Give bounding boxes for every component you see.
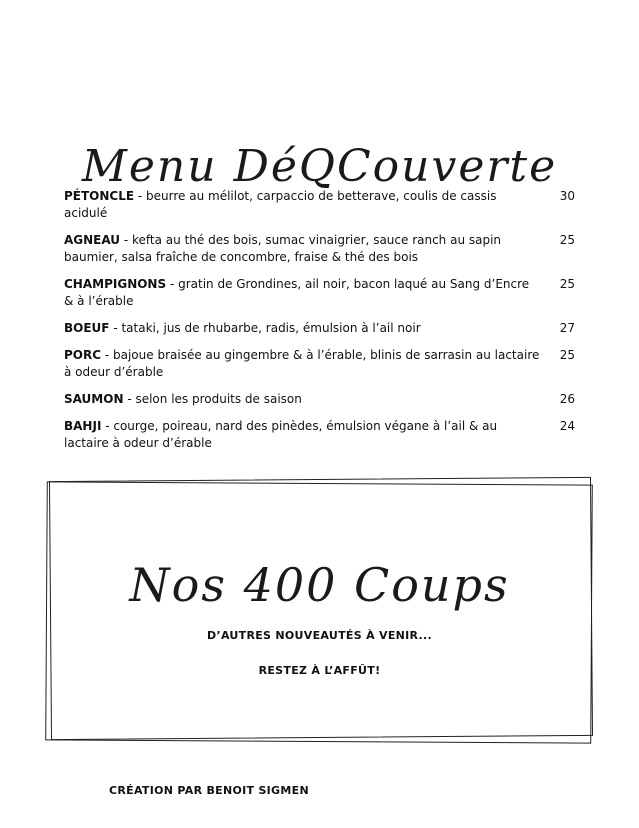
menu-list: [64, 188, 580, 462]
menu-item-porc: [64, 347, 580, 381]
menu-item-champignons: [64, 276, 580, 310]
menu-item-text: [64, 276, 542, 310]
menu-item-boeuf: [64, 320, 580, 337]
dish-name: PORC: [64, 348, 102, 362]
menu-item-saumon: [64, 391, 580, 408]
coming-soon-text: D’AUTRES NOUVEAUTÉS À VENIR...: [207, 629, 432, 642]
dish-description: - kefta au thé des bois, sumac vinaigrier, sauce ranch au sapin baumier, salsa fraîche de concombre, fraise & thé des bois: [64, 233, 502, 264]
dish-price: 25: [559, 277, 575, 291]
dish-description: - tataki, jus de rhubarbe, radis, émulsion à l’ail noir: [109, 321, 421, 335]
menu-item-agneau: [64, 232, 580, 266]
dish-name: SAUMON: [64, 392, 124, 406]
menu-item-text: [64, 418, 542, 452]
section-title-coups: Nos 400 Coups: [129, 558, 510, 613]
menu-item-bahji: [64, 418, 580, 452]
dish-name: BAHJI: [64, 419, 102, 433]
stay-tuned-text: RESTEZ À L’AFFÛT!: [258, 664, 381, 677]
menu-item-text: [64, 320, 542, 337]
menu-item-text: [64, 347, 542, 381]
dish-price: 30: [559, 189, 575, 203]
dish-description: - beurre au mélilot, carpaccio de betterave, coulis de cassis acidulé: [64, 189, 497, 220]
dish-name: BOEUF: [64, 321, 110, 335]
dish-price: 24: [559, 419, 575, 433]
menu-title: Menu DéQCouverte: [81, 141, 558, 193]
dish-price: 25: [559, 348, 575, 362]
menu-item-petoncle: [64, 188, 580, 222]
menu-item-text: [64, 391, 542, 408]
dish-description: - gratin de Grondines, ail noir, bacon laqué au Sang d’Encre & à l’érable: [64, 277, 530, 308]
dish-description: - courge, poireau, nard des pinèdes, émulsion végane à l’ail & au lactaire à odeur d’érable: [64, 419, 498, 450]
dish-price: 27: [559, 321, 575, 335]
dish-name: AGNEAU: [64, 233, 121, 247]
dish-description: - selon les produits de saison: [123, 392, 302, 406]
dish-name: PÉTONCLE: [64, 189, 135, 203]
dish-name: CHAMPIGNONS: [64, 277, 167, 291]
menu-item-text: [64, 188, 542, 222]
dish-description: - bajoue braisée au gingembre & à l’érable, blinis de sarrasin au lactaire à odeur d’érable: [64, 348, 540, 379]
dish-price: 25: [559, 233, 575, 247]
menu-item-text: [64, 232, 542, 266]
dish-price: 26: [559, 392, 575, 406]
credit-text: CRÉATION PAR BENOIT SIGMEN: [109, 784, 309, 797]
